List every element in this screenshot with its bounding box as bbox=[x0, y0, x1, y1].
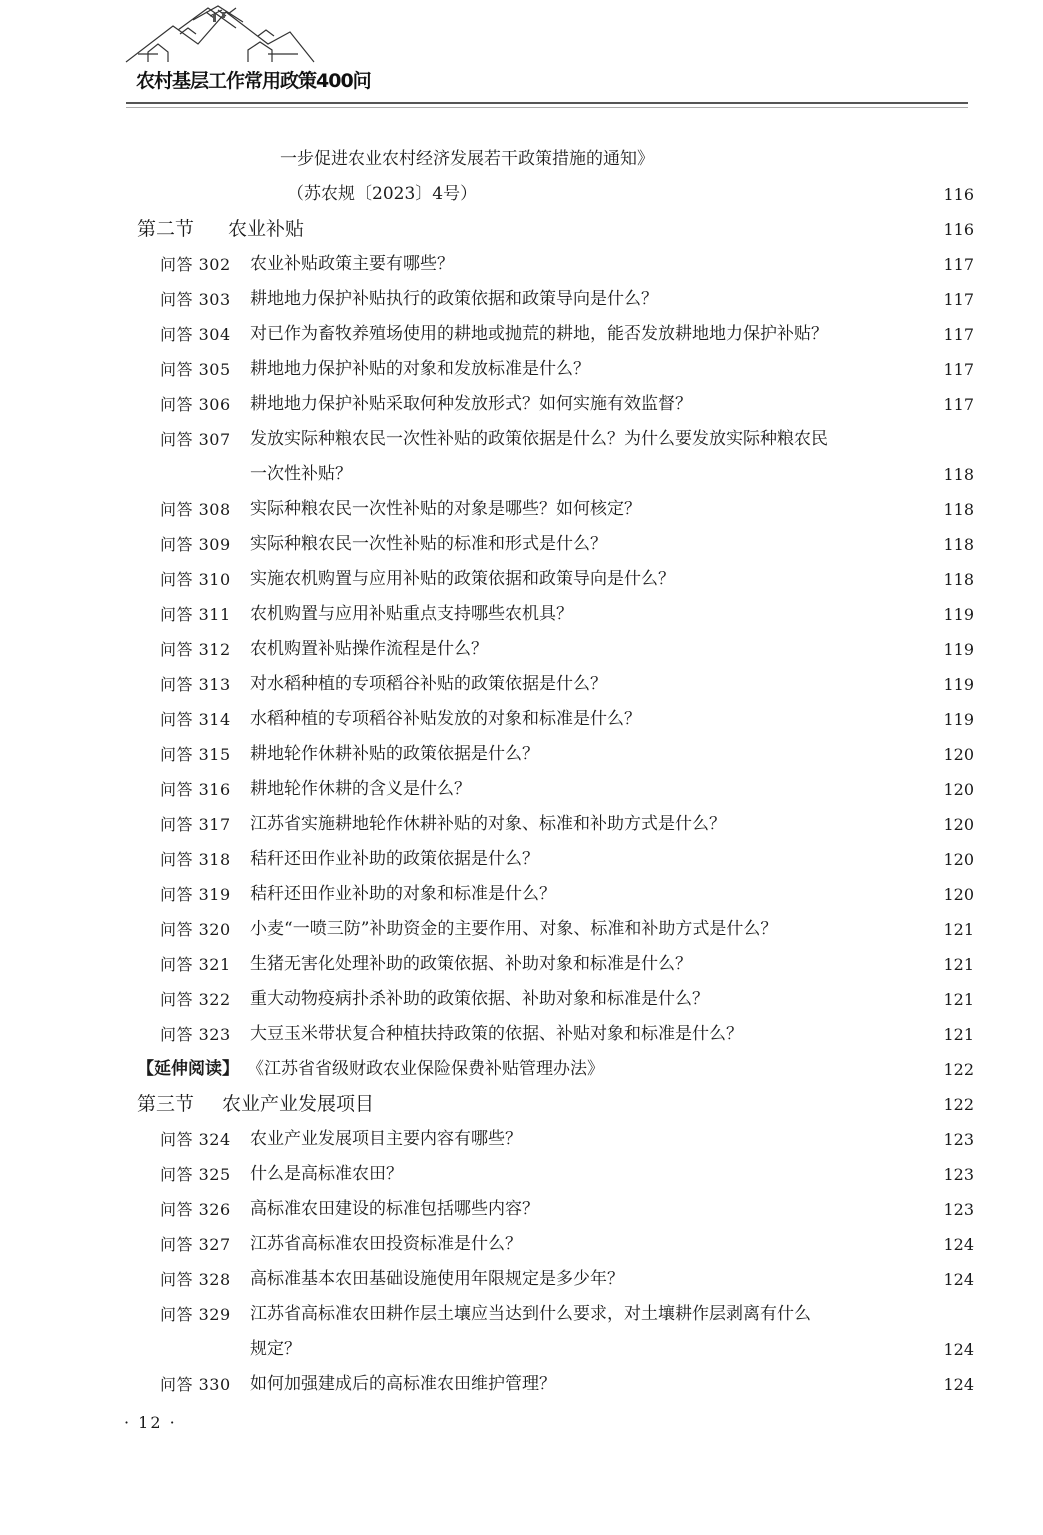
toc-entry bbox=[0, 597, 1043, 632]
question-title: 农业产业发展项目主要内容有哪些？ bbox=[250, 1129, 522, 1149]
question-title: 实施农机购置与应用补贴的政策依据和政策导向是什么？ bbox=[250, 569, 675, 589]
question-title-line1: 发放实际种粮农民一次性补贴的政策依据是什么？为什么要发放实际种粮农民 bbox=[250, 429, 828, 449]
section-title: 农业产业发展项目 bbox=[222, 1093, 375, 1115]
dot-leader bbox=[536, 1227, 924, 1262]
extended-reading-title: 《江苏省省级财政农业保险保费补贴管理办法》 bbox=[247, 1059, 604, 1079]
toc-entry bbox=[0, 632, 1043, 667]
mountain-house-icon bbox=[118, 4, 318, 68]
toc-entry bbox=[0, 247, 1043, 282]
header-rule-thin bbox=[126, 107, 968, 108]
table-of-contents bbox=[0, 142, 1043, 1402]
dot-leader bbox=[553, 842, 924, 877]
question-title: 实际种粮农民一次性补贴的标准和形式是什么？ bbox=[250, 534, 607, 554]
toc-entry bbox=[0, 387, 1043, 422]
dot-leader bbox=[655, 702, 924, 737]
dot-leader bbox=[842, 317, 924, 352]
section-title: 农业补贴 bbox=[228, 218, 305, 240]
toc-entry bbox=[0, 422, 1043, 492]
page-ref: 120 bbox=[943, 815, 974, 834]
question-title: 高标准基本农田基础设施使用年限规定是多少年？ bbox=[250, 1269, 624, 1289]
toc-section-2 bbox=[0, 212, 1043, 247]
toc-entry bbox=[0, 317, 1043, 352]
dot-leader bbox=[706, 947, 924, 982]
toc-entry bbox=[0, 527, 1043, 562]
dot-leader bbox=[672, 282, 924, 317]
page-ref: 117 bbox=[943, 255, 974, 274]
question-title: 秸秆还田作业补助的政策依据是什么？ bbox=[250, 849, 539, 869]
question-number: 问答 302 bbox=[160, 255, 231, 274]
page-ref: 119 bbox=[943, 640, 974, 659]
page-ref: 117 bbox=[943, 325, 974, 344]
toc-entry bbox=[0, 807, 1043, 842]
page-ref: 121 bbox=[943, 990, 974, 1009]
toc-entry bbox=[0, 562, 1043, 597]
dot-leader bbox=[570, 1367, 924, 1402]
page-ref: 118 bbox=[943, 570, 974, 589]
question-title: 重大动物疫病扑杀补助的政策依据、补助对象和标准是什么？ bbox=[250, 989, 709, 1009]
toc-entry bbox=[0, 947, 1043, 982]
dot-leader bbox=[468, 247, 924, 282]
question-title: 大豆玉米带状复合种植扶持政策的依据、补贴对象和标准是什么？ bbox=[250, 1024, 743, 1044]
question-title-line2: 规定？ bbox=[250, 1339, 301, 1359]
question-title: 小麦“一喷三防”补助资金的主要作用、对象、标准和补助方式是什么？ bbox=[250, 919, 778, 939]
question-number: 问答 315 bbox=[160, 745, 231, 764]
page-ref: 118 bbox=[943, 535, 974, 554]
dot-leader bbox=[638, 1262, 924, 1297]
dot-leader bbox=[621, 667, 924, 702]
toc-section-3 bbox=[0, 1087, 1043, 1122]
page-ref: 117 bbox=[943, 395, 974, 414]
dot-leader bbox=[723, 982, 924, 1017]
question-title: 实际种粮农民一次性补贴的对象是哪些？如何核定？ bbox=[250, 499, 641, 519]
dot-leader bbox=[757, 1017, 924, 1052]
dot-leader bbox=[604, 352, 924, 387]
question-number: 问答 306 bbox=[160, 395, 231, 414]
toc-entry bbox=[0, 1297, 1043, 1367]
question-title: 耕地轮作休耕的含义是什么？ bbox=[250, 779, 471, 799]
question-title: 耕地轮作休耕补贴的政策依据是什么？ bbox=[250, 744, 539, 764]
page-ref: 122 bbox=[943, 1060, 974, 1079]
question-number: 问答 313 bbox=[160, 675, 231, 694]
question-number: 问答 324 bbox=[160, 1130, 231, 1149]
dot-leader bbox=[417, 1157, 924, 1192]
dot-leader bbox=[502, 632, 924, 667]
toc-entry bbox=[0, 1122, 1043, 1157]
question-title: 农机购置与应用补贴重点支持哪些农机具？ bbox=[250, 604, 573, 624]
question-number: 问答 314 bbox=[160, 710, 231, 729]
question-title: 农业补贴政策主要有哪些？ bbox=[250, 254, 454, 274]
toc-continuation-line1 bbox=[0, 142, 1043, 177]
question-number: 问答 329 bbox=[160, 1305, 231, 1324]
page-ref: 120 bbox=[943, 885, 974, 904]
question-title: 水稻种植的专项稻谷补贴发放的对象和标准是什么？ bbox=[250, 709, 641, 729]
page-ref: 121 bbox=[943, 920, 974, 939]
question-number: 问答 309 bbox=[160, 535, 231, 554]
question-title-line1: 江苏省高标准农田耕作层土壤应当达到什么要求，对土壤耕作层剥离有什么 bbox=[250, 1304, 811, 1324]
header-rule bbox=[126, 102, 968, 104]
question-number: 问答 316 bbox=[160, 780, 231, 799]
question-number: 问答 312 bbox=[160, 640, 231, 659]
question-number: 问答 326 bbox=[160, 1200, 231, 1219]
question-number: 问答 321 bbox=[160, 955, 231, 974]
question-title: 如何加强建成后的高标准农田维护管理？ bbox=[250, 1374, 556, 1394]
dot-leader bbox=[570, 877, 924, 912]
entry-title: （苏农规〔2023〕4号） bbox=[287, 184, 478, 204]
toc-entry bbox=[0, 877, 1043, 912]
page-ref: 119 bbox=[943, 605, 974, 624]
toc-entry bbox=[0, 1367, 1043, 1402]
toc-entry bbox=[0, 1157, 1043, 1192]
question-number: 问答 320 bbox=[160, 920, 231, 939]
page-ref: 119 bbox=[943, 675, 974, 694]
question-title: 耕地地力保护补贴采取何种发放形式？如何实施有效监督？ bbox=[250, 394, 692, 414]
section-number: 第二节 bbox=[137, 218, 195, 240]
toc-entry bbox=[0, 1227, 1043, 1262]
question-title: 对水稻种植的专项稻谷补贴的政策依据是什么？ bbox=[250, 674, 607, 694]
page-ref: 123 bbox=[943, 1130, 974, 1149]
question-number: 问答 319 bbox=[160, 885, 231, 904]
question-number: 问答 310 bbox=[160, 570, 231, 589]
toc-continuation-line2 bbox=[0, 177, 1043, 212]
question-title: 生猪无害化处理补助的政策依据、补助对象和标准是什么？ bbox=[250, 954, 692, 974]
page-ref: 121 bbox=[943, 1025, 974, 1044]
question-title: 高标准农田建设的标准包括哪些内容？ bbox=[250, 1199, 539, 1219]
page-ref: 123 bbox=[943, 1165, 974, 1184]
page-ref: 120 bbox=[943, 780, 974, 799]
entry-title: 一步促进农业农村经济发展若干政策措施的通知》 bbox=[280, 149, 654, 169]
toc-entry bbox=[0, 982, 1043, 1017]
toc-entry bbox=[0, 702, 1043, 737]
question-title: 对已作为畜牧养殖场使用的耕地或抛荒的耕地，能否发放耕地地力保护补贴？ bbox=[250, 324, 828, 344]
question-number: 问答 308 bbox=[160, 500, 231, 519]
toc-extended-reading bbox=[0, 1052, 1043, 1087]
question-title: 江苏省高标准农田投资标准是什么？ bbox=[250, 1234, 522, 1254]
toc-entry bbox=[0, 772, 1043, 807]
page-ref: 119 bbox=[943, 710, 974, 729]
dot-leader bbox=[318, 212, 924, 247]
dot-leader bbox=[791, 912, 924, 947]
dot-leader bbox=[618, 1052, 924, 1087]
page-ref: 118 bbox=[943, 500, 974, 519]
toc-entry bbox=[0, 667, 1043, 702]
question-number: 问答 303 bbox=[160, 290, 231, 309]
question-title: 耕地地力保护补贴执行的政策依据和政策导向是什么？ bbox=[250, 289, 658, 309]
question-title: 江苏省实施耕地轮作休耕补贴的对象、标准和补助方式是什么？ bbox=[250, 814, 726, 834]
question-number: 问答 311 bbox=[160, 605, 231, 624]
dot-leader bbox=[655, 492, 924, 527]
question-title: 农机购置补贴操作流程是什么？ bbox=[250, 639, 488, 659]
section-number: 第三节 bbox=[137, 1093, 195, 1115]
page-ref: 124 bbox=[943, 1235, 974, 1254]
question-number: 问答 305 bbox=[160, 360, 231, 379]
toc-entry bbox=[0, 492, 1043, 527]
toc-entry bbox=[0, 912, 1043, 947]
question-number: 问答 325 bbox=[160, 1165, 231, 1184]
question-number: 问答 322 bbox=[160, 990, 231, 1009]
extended-reading-label: 【延伸阅读】 bbox=[137, 1059, 239, 1079]
dot-leader bbox=[388, 1087, 924, 1122]
toc-entry bbox=[0, 842, 1043, 877]
dot-leader bbox=[485, 772, 924, 807]
page-ref: 116 bbox=[943, 220, 974, 239]
page-number: · 12 · bbox=[124, 1413, 177, 1432]
dot-leader bbox=[706, 387, 924, 422]
question-title: 秸秆还田作业补助的对象和标准是什么？ bbox=[250, 884, 556, 904]
page-ref: 123 bbox=[943, 1200, 974, 1219]
question-title-line2: 一次性补贴？ bbox=[250, 464, 352, 484]
book-title: 农村基层工作常用政策400问 bbox=[136, 70, 371, 92]
dot-leader bbox=[621, 527, 924, 562]
dot-leader bbox=[553, 737, 924, 772]
page-ref: 121 bbox=[943, 955, 974, 974]
dot-leader bbox=[553, 1192, 924, 1227]
toc-entry bbox=[0, 1017, 1043, 1052]
page-ref: 124 bbox=[943, 1270, 974, 1289]
toc-entry bbox=[0, 1192, 1043, 1227]
question-number: 问答 330 bbox=[160, 1375, 231, 1394]
question-number: 问答 327 bbox=[160, 1235, 231, 1254]
toc-entry bbox=[0, 737, 1043, 772]
page-ref: 120 bbox=[943, 850, 974, 869]
page-ref: 120 bbox=[943, 745, 974, 764]
question-number: 问答 307 bbox=[160, 430, 231, 449]
page-ref: 124 bbox=[943, 1340, 974, 1359]
page-ref: 117 bbox=[943, 290, 974, 309]
page-ref: 118 bbox=[943, 465, 974, 484]
dot-leader bbox=[366, 457, 924, 492]
dot-leader bbox=[587, 597, 924, 632]
toc-entry bbox=[0, 1262, 1043, 1297]
toc-entry bbox=[0, 352, 1043, 387]
page-ref: 124 bbox=[943, 1375, 974, 1394]
question-title: 耕地地力保护补贴的对象和发放标准是什么？ bbox=[250, 359, 590, 379]
dot-leader bbox=[689, 562, 924, 597]
question-number: 问答 318 bbox=[160, 850, 231, 869]
dot-leader bbox=[315, 1332, 924, 1367]
page-ref: 122 bbox=[943, 1095, 974, 1114]
dot-leader bbox=[740, 807, 924, 842]
toc-entry bbox=[0, 282, 1043, 317]
dot-leader bbox=[536, 1122, 924, 1157]
question-number: 问答 304 bbox=[160, 325, 231, 344]
page-ref: 116 bbox=[943, 185, 974, 204]
dot-leader bbox=[491, 177, 924, 212]
page-header bbox=[0, 0, 1043, 120]
page-ref: 117 bbox=[943, 360, 974, 379]
question-number: 问答 328 bbox=[160, 1270, 231, 1289]
question-title: 什么是高标准农田？ bbox=[250, 1164, 403, 1184]
question-number: 问答 323 bbox=[160, 1025, 231, 1044]
question-number: 问答 317 bbox=[160, 815, 231, 834]
